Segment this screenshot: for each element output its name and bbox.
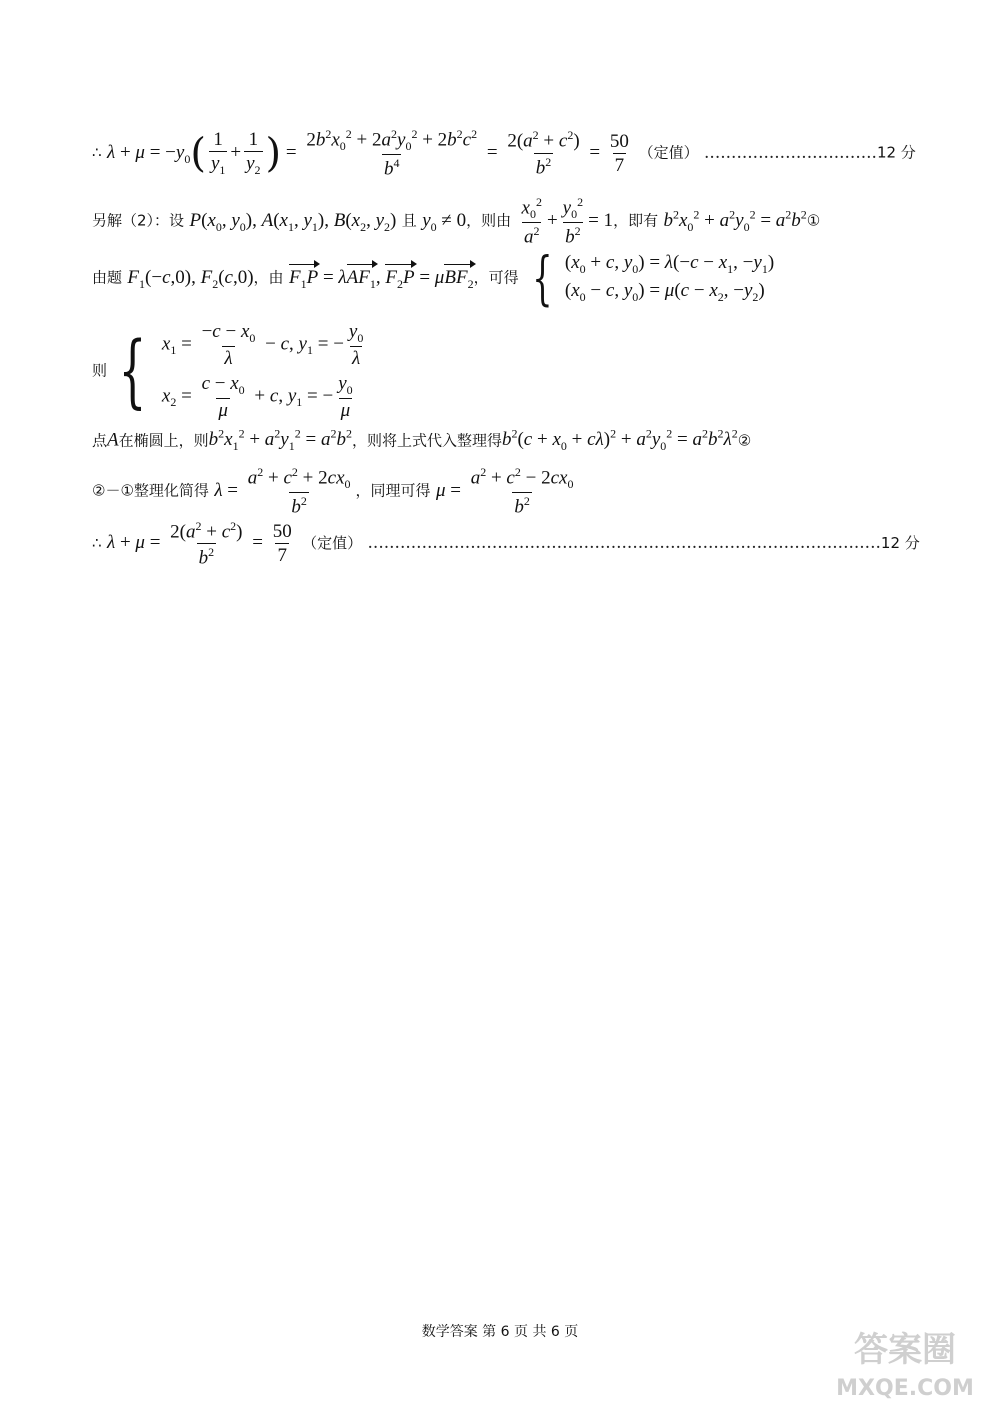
equation-system: ($x_0 + c$, $y_0) = \lambda(-c - x_1$, $-y_1$) ($x_0 - c$, $y_0) = \mu(c - x_2$, $-y_2$): [564, 252, 775, 304]
text-and: 且: [401, 211, 417, 230]
fixed-value-note: （定值）: [302, 534, 363, 553]
math-expr: $F_1P = \lambda AF_1$, $F_2P = \mu BF_2$: [288, 266, 474, 291]
text-similarly: ，同理可得: [355, 481, 431, 500]
text-ie: ，即有: [613, 211, 659, 230]
equation-system: $x_1$ = $\frac{-c - x_0}{\lambda}$ − c, $y_1$ = − $\frac{y_0}{\lambda}$ $x_2$ = $\frac{c - x_0}{\mu}$ + c, $y_1$ = − $\frac{y_0}{\mu}$: [161, 321, 364, 421]
score-label: 12 分: [880, 534, 920, 553]
text-then: 则: [92, 361, 108, 380]
equation-line-7: [92, 520, 920, 568]
text-prefix: 由题: [92, 268, 123, 287]
math-expr: $y_0 \ne 0$: [422, 209, 467, 234]
equation-line-1: [92, 128, 916, 178]
watermark-logo: [830, 1323, 980, 1403]
leader-dots: ...............................................................................................: [367, 533, 881, 554]
left-brace: {: [118, 323, 147, 417]
left-brace: {: [532, 244, 553, 312]
alt-solution-label: 另解（2）：设: [92, 211, 185, 230]
text-then: ，则由: [466, 211, 512, 230]
math-expr: λ = $\frac{a^2 + c^2 + 2cx_0}{b^2}$: [214, 465, 351, 518]
text-substitute: ，则将上式代入整理得: [351, 431, 502, 450]
equation-line-4: [92, 322, 368, 420]
therefore-symbol: ∴: [92, 143, 102, 162]
watermark-text-1: 答案圈: [854, 1330, 956, 1370]
therefore-symbol: ∴: [92, 534, 102, 553]
math-expr: μ = $\frac{a^2 + c^2 - 2cx_0}{b^2}$: [435, 465, 574, 518]
text-simplify: ②－①整理化简得: [92, 481, 209, 500]
equation-line-3: [92, 244, 775, 312]
math-expr: $b^2x_0^2 + a^2y_0^2 = a^2b^2$: [663, 207, 807, 234]
math-expr: A: [107, 429, 119, 451]
text-on-ellipse: 在椭圆上，则: [118, 431, 209, 450]
equation-line-2: [92, 196, 820, 246]
math-expr: $b^2(c + x_0 + c\lambda)^2 + a^2y_0^2 = a^2b^2\lambda^2$: [501, 427, 738, 454]
math-expr: $b^2x_1^2 + a^2y_1^2 = a^2b^2$: [208, 427, 352, 454]
math-expr: $P(x_0$, $y_0$), $A(x_1$, $y_1$), $B(x_2$, $y_2$): [189, 209, 397, 234]
equation-line-5: [92, 428, 751, 452]
math-expr: $\lambda + \mu = -y_0$( $\frac{1}{y_1}$ + $\frac{1}{y_2}$ ) = $\frac{2b^2x_0^2 + 2a^2y_0^2 + 2b^2c^2}{b^4}$ = $\frac{2(a^2 + c^2)}{b^2}$ = $\frac{50}{7}$: [106, 127, 629, 180]
leader-dots: ................................: [704, 142, 877, 163]
text-point: 点: [92, 431, 108, 450]
math-expr: $\frac{x_0^2}{a^2}$ + $\frac{y_0^2}{b^2}$ = 1: [521, 195, 614, 248]
math-expr: $F_1(-c,0)$, $F_2(c,0)$: [127, 266, 254, 291]
text-by: ，由: [253, 268, 284, 287]
equation-number-1: ①: [806, 211, 821, 230]
score-label: 12 分: [876, 143, 916, 162]
equation-number-2: ②: [737, 431, 752, 450]
page-footer: 数学答案 第 6 页 共 6 页: [421, 1324, 579, 1340]
math-expr: λ + μ = $\frac{2(a^2 + c^2)}{b^2}$ = $\frac{50}{7}$: [106, 519, 292, 569]
text-get: ，可得: [473, 268, 519, 287]
fixed-value-note: （定值）: [638, 143, 699, 162]
watermark-text-2: MXQE.COM: [836, 1376, 974, 1401]
equation-line-6: [92, 466, 578, 516]
